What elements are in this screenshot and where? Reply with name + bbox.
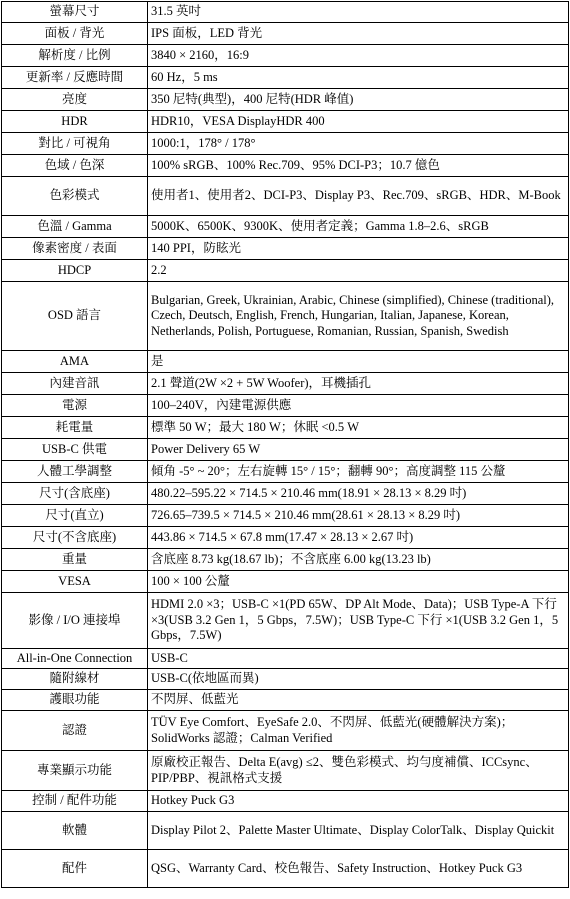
spec-row <box>2 351 569 373</box>
spec-row <box>2 216 569 238</box>
spec-value: 含底座 8.73 kg(18.67 lb)；不含底座 6.00 kg(13.23 lb) <box>148 549 569 571</box>
spec-value: 100–240V，內建電源供應 <box>148 395 569 417</box>
spec-label: 色溫 / Gamma <box>2 216 148 238</box>
spec-value: IPS 面板，LED 背光 <box>148 23 569 45</box>
spec-row <box>2 791 569 812</box>
spec-value: 2.2 <box>148 260 569 282</box>
spec-row <box>2 417 569 439</box>
spec-label: 人體工學調整 <box>2 461 148 483</box>
spec-value: 443.86 × 714.5 × 67.8 mm(17.47 × 28.13 × 2.67 吋) <box>148 527 569 549</box>
spec-value: 3840 × 2160，16:9 <box>148 45 569 67</box>
spec-row <box>2 373 569 395</box>
spec-row <box>2 439 569 461</box>
spec-label: 尺寸(直立) <box>2 505 148 527</box>
spec-value: 350 尼特(典型)，400 尼特(HDR 峰值) <box>148 89 569 111</box>
spec-value: 使用者1、使用者2、DCI-P3、Display P3、Rec.709、sRGB、HDR、M-Book <box>148 177 569 216</box>
spec-row <box>2 850 569 888</box>
spec-row <box>2 177 569 216</box>
spec-row <box>2 395 569 417</box>
spec-label: 螢幕尺寸 <box>2 2 148 23</box>
spec-value: Power Delivery 65 W <box>148 439 569 461</box>
spec-label: 軟體 <box>2 812 148 850</box>
spec-row <box>2 133 569 155</box>
spec-value: 傾角 -5° ~ 20°；左右旋轉 15° / 15°；翻轉 90°；高度調整 115 公釐 <box>148 461 569 483</box>
spec-label: 尺寸(含底座) <box>2 483 148 505</box>
spec-row <box>2 2 569 23</box>
spec-row <box>2 23 569 45</box>
spec-label: 護眼功能 <box>2 690 148 711</box>
spec-row <box>2 67 569 89</box>
spec-label: 配件 <box>2 850 148 888</box>
spec-label: HDCP <box>2 260 148 282</box>
spec-value: HDR10，VESA DisplayHDR 400 <box>148 111 569 133</box>
spec-label: 電源 <box>2 395 148 417</box>
spec-label: 影像 / I/O 連接埠 <box>2 593 148 649</box>
spec-label: 對比 / 可視角 <box>2 133 148 155</box>
spec-label: 色彩模式 <box>2 177 148 216</box>
spec-table <box>1 1 569 888</box>
spec-value: 100 × 100 公釐 <box>148 571 569 593</box>
spec-label: AMA <box>2 351 148 373</box>
spec-row <box>2 549 569 571</box>
spec-row <box>2 593 569 649</box>
spec-table-body <box>2 2 569 888</box>
spec-row <box>2 89 569 111</box>
spec-label: 隨附線材 <box>2 669 148 690</box>
spec-value: 140 PPI，防眩光 <box>148 238 569 260</box>
spec-label: 解析度 / 比例 <box>2 45 148 67</box>
spec-value: 原廠校正報告、Delta E(avg) ≤2、雙色彩模式、均勻度補償、ICCsync、PIP/PBP、視訊格式支援 <box>148 751 569 791</box>
spec-row <box>2 669 569 690</box>
spec-row <box>2 155 569 177</box>
spec-label: 耗電量 <box>2 417 148 439</box>
spec-row <box>2 282 569 351</box>
spec-value: Hotkey Puck G3 <box>148 791 569 812</box>
spec-value: USB-C <box>148 649 569 669</box>
spec-label: 色域 / 色深 <box>2 155 148 177</box>
spec-row <box>2 751 569 791</box>
spec-label: USB-C 供電 <box>2 439 148 461</box>
spec-value: 726.65–739.5 × 714.5 × 210.46 mm(28.61 × 28.13 × 8.29 吋) <box>148 505 569 527</box>
spec-row <box>2 260 569 282</box>
spec-row <box>2 111 569 133</box>
spec-row <box>2 461 569 483</box>
spec-row <box>2 45 569 67</box>
spec-label: VESA <box>2 571 148 593</box>
spec-value: 60 Hz，5 ms <box>148 67 569 89</box>
spec-row <box>2 505 569 527</box>
spec-label: All-in-One Connection <box>2 649 148 669</box>
spec-label: 內建音訊 <box>2 373 148 395</box>
spec-label: 尺寸(不含底座) <box>2 527 148 549</box>
spec-value: Bulgarian, Greek, Ukrainian, Arabic, Chinese (simplified), Chinese (traditional), Czech, Deutsch, English, French, Hungarian, Italian, Japanese, Korean, Netherlands, Polish, Portuguese, Romanian, Russian, Spanish, Swedish <box>148 282 569 351</box>
spec-value: Display Pilot 2、Palette Master Ultimate、Display ColorTalk、Display Quickit <box>148 812 569 850</box>
spec-value: USB-C(依地區而異) <box>148 669 569 690</box>
spec-value: 100% sRGB、100% Rec.709、95% DCI-P3；10.7 億色 <box>148 155 569 177</box>
spec-value: 1000:1，178° / 178° <box>148 133 569 155</box>
spec-label: 重量 <box>2 549 148 571</box>
spec-label: 控制 / 配件功能 <box>2 791 148 812</box>
spec-value: 標準 50 W；最大 180 W；休眠 <0.5 W <box>148 417 569 439</box>
spec-value: QSG、Warranty Card、校色報告、Safety Instruction、Hotkey Puck G3 <box>148 850 569 888</box>
spec-value: 31.5 英吋 <box>148 2 569 23</box>
spec-label: HDR <box>2 111 148 133</box>
spec-row <box>2 527 569 549</box>
spec-value: 480.22–595.22 × 714.5 × 210.46 mm(18.91 × 28.13 × 8.29 吋) <box>148 483 569 505</box>
spec-value: 5000K、6500K、9300K、使用者定義；Gamma 1.8–2.6、sRGB <box>148 216 569 238</box>
spec-value: TÜV Eye Comfort、EyeSafe 2.0、不閃屏、低藍光(硬體解決方案)；SolidWorks 認證；Calman Verified <box>148 711 569 751</box>
spec-label: 像素密度 / 表面 <box>2 238 148 260</box>
spec-row <box>2 483 569 505</box>
spec-label: 更新率 / 反應時間 <box>2 67 148 89</box>
spec-row <box>2 649 569 669</box>
spec-row <box>2 690 569 711</box>
spec-label: 專業顯示功能 <box>2 751 148 791</box>
spec-label: OSD 語言 <box>2 282 148 351</box>
spec-value: HDMI 2.0 ×3；USB-C ×1(PD 65W、DP Alt Mode、Data)；USB Type-A 下行 ×3(USB 3.2 Gen 1，5 Gbps，7.5W)；USB Type-C 下行 ×1(USB 3.2 Gen 1，5 Gbps，7.5W) <box>148 593 569 649</box>
spec-value: 不閃屏、低藍光 <box>148 690 569 711</box>
spec-row <box>2 711 569 751</box>
spec-label: 亮度 <box>2 89 148 111</box>
spec-row <box>2 238 569 260</box>
spec-value: 2.1 聲道(2W ×2 + 5W Woofer)，耳機插孔 <box>148 373 569 395</box>
spec-row <box>2 812 569 850</box>
spec-label: 面板 / 背光 <box>2 23 148 45</box>
spec-value: 是 <box>148 351 569 373</box>
spec-label: 認證 <box>2 711 148 751</box>
spec-row <box>2 571 569 593</box>
